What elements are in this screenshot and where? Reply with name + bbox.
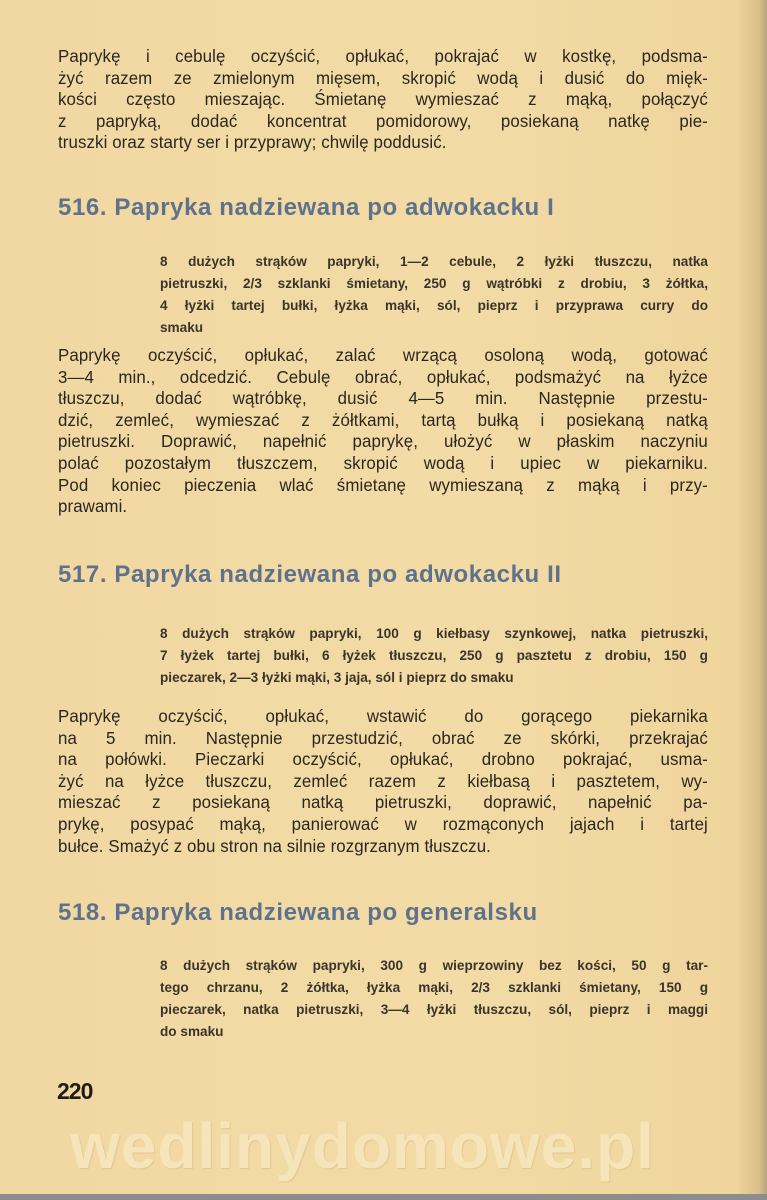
recipe-517-title: 517. Papryka nadziewana po adwokacku II (58, 561, 562, 588)
text-line: pieczarek, 2—3 łyżki mąki, 3 jaja, sól i pieprz do smaku (160, 670, 514, 685)
recipe-518-ingredients (160, 955, 708, 1043)
text-line: 4 łyżki tartej bułki, łyżka mąki, sól, pieprz i przyprawa curry do (160, 298, 708, 313)
recipe-516-title: 516. Papryka nadziewana po adwokacku I (58, 194, 555, 221)
text-line: do smaku (160, 1024, 224, 1039)
text-line: truszki oraz starty ser i przyprawy; chwilę poddusić. (58, 132, 447, 153)
text-line: mieszać z posiekaną natką pietruszki, doprawić, napełnić pa- (58, 792, 708, 813)
page-number: 220 (57, 1078, 93, 1104)
text-line: dzić, zemleć, wymieszać z żółtkami, tartą bułką i posiekaną natką (58, 409, 708, 430)
text-line: na połówki. Pieczarki oczyścić, opłukać, drobno pokrajać, usma- (58, 749, 708, 770)
text-line: tego chrzanu, 2 żółtka, łyżka mąki, 2/3 szklanki śmietany, 150 g (160, 980, 708, 995)
recipe-516-method (58, 345, 708, 518)
intro-paragraph (58, 46, 708, 154)
text-line: pietruszki. Doprawić, napełnić paprykę, ułożyć w płaskim naczyniu (58, 431, 708, 452)
text-line: Paprykę oczyścić, opłukać, zalać wrzącą osoloną wodą, gotować (58, 345, 708, 365)
bottom-edge (0, 1194, 767, 1200)
text-line: kości często mieszając. Śmietanę wymieszać z mąką, połączyć (58, 89, 708, 110)
text-line: polać pozostałym tłuszczem, skropić wodą i upiec w piekarniku. (58, 452, 708, 473)
recipe-517-method (58, 706, 708, 857)
text-line: 3—4 min., odcedzić. Cebulę obrać, opłukać, podsmażyć na łyżce (58, 366, 708, 387)
watermark: wedlinydomowe.pl (70, 1110, 655, 1182)
text-line: prawami. (58, 496, 128, 517)
text-line: z papryką, dodać koncentrat pomidorowy, posiekaną natkę pie- (58, 110, 708, 131)
text-line: 8 dużych strąków papryki, 100 g kiełbasy szynkowej, natka pietruszki, (160, 626, 708, 641)
text-line: żyć na łyżce tłuszczu, zemleć razem z kiełbasą i pasztetem, wy- (58, 770, 708, 791)
recipe-516-ingredients (160, 251, 708, 339)
text-line: Paprykę i cebulę oczyścić, opłukać, pokrajać w kostkę, podsma- (58, 46, 708, 66)
recipe-517-ingredients (160, 623, 708, 689)
text-line: pietruszki, 2/3 szklanki śmietany, 250 g wątróbki z drobiu, 3 żółtka, (160, 276, 708, 291)
text-line: 8 dużych strąków papryki, 1—2 cebule, 2 łyżki tłuszczu, natka (160, 254, 708, 269)
text-line: bułce. Smażyć z obu stron na silnie rozgrzanym tłuszczu. (58, 835, 491, 856)
text-line: na 5 min. Następnie przestudzić, obrać ze skórki, przekrajać (58, 727, 708, 748)
text-line: Pod koniec pieczenia wlać śmietanę wymieszaną z mąką i przy- (58, 474, 708, 495)
text-line: tłuszczu, dodać wątróbkę, dusić 4—5 min. Następnie przestu- (58, 388, 708, 409)
recipe-518-title: 518. Papryka nadziewana po generalsku (58, 899, 538, 926)
text-line: prykę, posypać mąką, panierować w rozmąconych jajach i tartej (58, 813, 708, 834)
text-line: Paprykę oczyścić, opłukać, wstawić do gorącego piekarnika (58, 706, 708, 726)
text-line: 7 łyżek tartej bułki, 6 łyżek tłuszczu, 250 g pasztetu z drobiu, 150 g (160, 648, 708, 663)
text-line: smaku (160, 320, 204, 335)
text-line: pieczarek, natka pietruszki, 3—4 łyżki tłuszczu, sól, pieprz i maggi (160, 1002, 708, 1017)
text-line: 8 dużych strąków papryki, 300 g wieprzowiny bez kości, 50 g tar- (160, 958, 708, 973)
text-line: żyć razem ze zmielonym mięsem, skropić wodą i dusić do mięk- (58, 67, 708, 88)
